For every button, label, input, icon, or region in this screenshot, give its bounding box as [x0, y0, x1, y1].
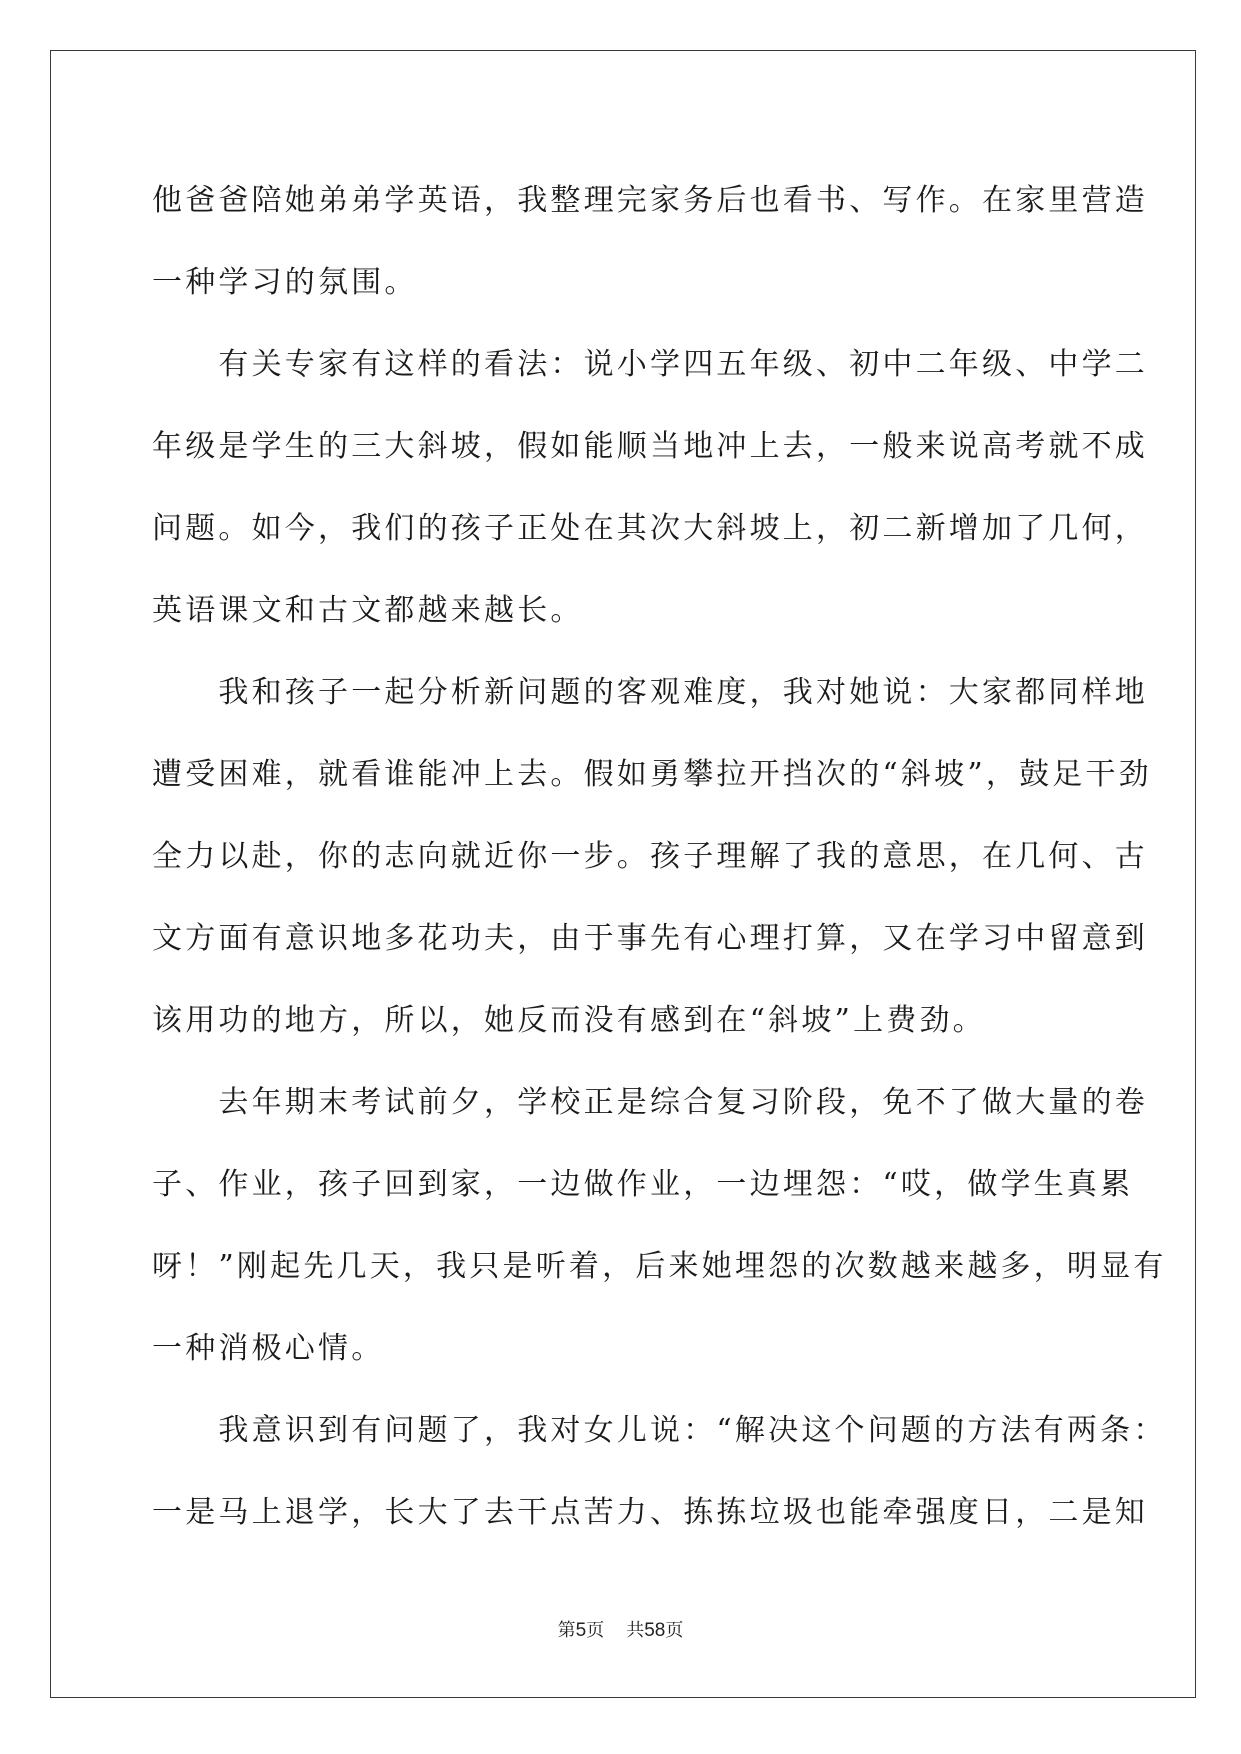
- page-prefix: 第: [557, 1620, 576, 1641]
- text-line: 英语课文和古文都越来越长。: [152, 593, 584, 628]
- text-line: 子、作业，孩子回到家，一边做作业，一边埋怨：“哎，做学生真累: [152, 1167, 1134, 1202]
- text-line: 一种消极心情。: [152, 1331, 385, 1366]
- text-line: 问题。如今，我们的孩子正处在其次大斜坡上，初二新增加了几何，: [152, 511, 1148, 546]
- text-line: 有关专家有这样的看法：说小学四五年级、初中二年级、中学二: [152, 347, 1148, 382]
- text-line: 一是马上退学，长大了去干点苦力、拣拣垃圾也能牵强度日，二是知: [152, 1495, 1148, 1530]
- text-line: 一种学习的氛围。: [152, 265, 418, 300]
- text-line: 文方面有意识地多花功夫，由于事先有心理打算，又在学习中留意到: [152, 921, 1148, 956]
- text-line: 我意识到有问题了，我对女儿说：“解决这个问题的方法有两条：: [152, 1413, 1167, 1448]
- total-pages: 58: [644, 1620, 666, 1641]
- document-body: [152, 160, 1167, 1554]
- text-line: 他爸爸陪她弟弟学英语，我整理完家务后也看书、写作。在家里营造: [152, 183, 1148, 218]
- page-number: 5: [575, 1620, 587, 1641]
- text-line: 我和孩子一起分析新问题的客观难度，我对她说：大家都同样地: [152, 675, 1148, 710]
- text-line: 全力以赴，你的志向就近你一步。孩子理解了我的意思，在几何、古: [152, 839, 1148, 874]
- text-line: 呀！”刚起先几天，我只是听着，后来她埋怨的次数越来越多，明显有: [152, 1249, 1167, 1284]
- total-suffix: 页: [665, 1620, 684, 1641]
- page-footer: [0, 1616, 1241, 1642]
- text-line: 该用功的地方，所以，她反而没有感到在“斜坡”上费劲。: [152, 1003, 986, 1038]
- total-prefix: 共: [626, 1620, 645, 1641]
- text-line: 去年期末考试前夕，学校正是综合复习阶段，免不了做大量的卷: [152, 1085, 1148, 1120]
- text-line: 年级是学生的三大斜坡，假如能顺当地冲上去，一般来说高考就不成: [152, 429, 1148, 464]
- page-suffix: 页: [586, 1620, 605, 1641]
- text-line: 遭受困难，就看谁能冲上去。假如勇攀拉开挡次的“斜坡”，鼓足干劲: [152, 757, 1152, 792]
